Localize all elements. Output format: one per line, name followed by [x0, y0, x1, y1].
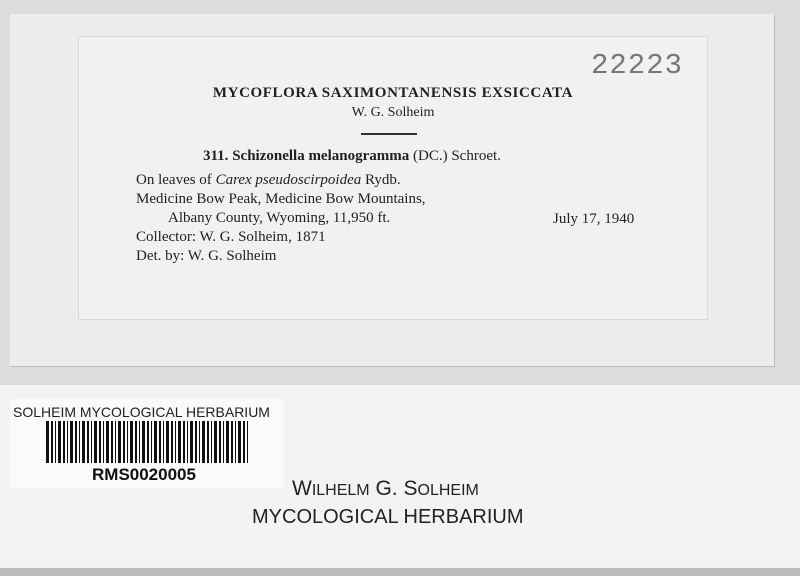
barcode-id: RMS0020005	[92, 465, 196, 484]
locality-line-1: Medicine Bow Peak, Medicine Bow Mountains,	[136, 191, 426, 207]
name-last-initial: S	[403, 477, 418, 500]
sheet-edge	[0, 568, 800, 576]
host-authority: Rydb.	[364, 172, 401, 188]
name-first-initial: W	[292, 477, 312, 500]
divider-rule	[361, 133, 417, 135]
herbarium-owner-name	[292, 477, 479, 501]
series-author: W. G. Solheim	[351, 105, 435, 120]
barcode-header: SOLHEIM MYCOLOGICAL HERBARIUM	[13, 404, 270, 420]
collection-date: July 17, 1940	[553, 211, 635, 227]
herbarium-subtitle: MYCOLOGICAL HERBARIUM	[252, 506, 524, 528]
name-first-rest: ILHELM	[311, 482, 370, 499]
host-species: Carex pseudoscirpoidea	[215, 172, 362, 188]
specimen-label	[78, 36, 708, 320]
name-middle: G.	[375, 477, 398, 500]
species-name: Schizonella melanogramma	[232, 148, 410, 164]
host-prefix: On leaves of	[136, 172, 212, 188]
collector-line: Collector: W. G. Solheim, 1871	[136, 229, 326, 245]
determiner-line: Det. by: W. G. Solheim	[136, 248, 277, 264]
host-line	[136, 172, 401, 189]
barcode-icon	[46, 421, 252, 463]
accession-number: 22223	[590, 49, 683, 82]
series-title: MYCOFLORA SAXIMONTANENSIS EXSICCATA	[212, 85, 574, 101]
locality-line-2: Albany County, Wyoming, 11,950 ft.	[168, 210, 391, 226]
species-authority: (DC.) Schroet.	[413, 148, 501, 164]
exsiccata-number: 311.	[203, 148, 229, 164]
name-last-rest: OLHEIM	[417, 482, 479, 499]
species-line	[203, 148, 501, 165]
